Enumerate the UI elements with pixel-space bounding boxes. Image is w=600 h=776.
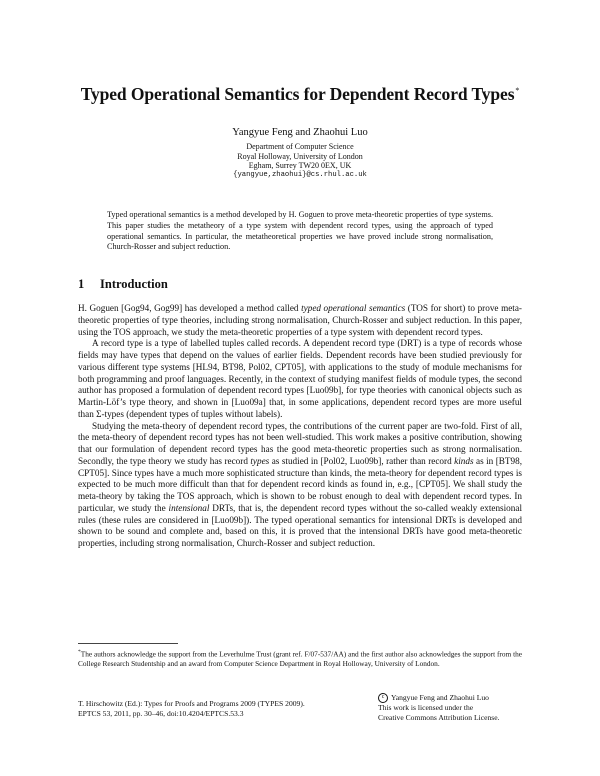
copyright-icon: c [378,693,388,703]
affiliation-dept: Department of Computer Science [246,142,354,151]
footnote [78,648,522,668]
text-run: H. Goguen [Gog94, Gog99] has developed a method called [78,303,302,313]
citation-line-2: EPTCS 53, 2011, pp. 30–46, doi:10.4204/EPTCS.53.3 [78,709,244,719]
citation-block [78,699,305,719]
copyright-holders: Yangyue Feng and Zhaohui Luo [391,693,489,702]
emphasis: types [250,455,270,466]
footnote-divider [78,643,178,644]
footnote-mark: * [78,649,81,655]
citation-line-1: T. Hirschowitz (Ed.): Types for Proofs and Programs 2009 (TYPES 2009). [78,699,305,708]
emphasis: intensional [168,502,210,513]
paper-title [0,84,600,105]
author-names: Yangyue Feng and Zhaohui Luo [232,127,368,138]
author-email: {yangyue,zhaohui}@cs.rhul.ac.uk [233,171,367,179]
copyright-line [378,693,499,703]
abstract: Typed operational semantics is a method developed by H. Goguen to prove meta-theoretic properties of type systems. This paper studies the metatheory of a type system with dependent record types, using the approach of typed operational semantics. In particular, the metatheoretical properties we have proved include strong normalisation, Church-Rosser and subject reduction. [107,210,493,252]
affiliation [0,142,600,171]
license-line-2: This work is licensed under the [378,703,474,713]
license-block [378,693,499,724]
text-run: as studied in [Pol02, Luo09b], rather than record [269,455,455,466]
title-text: Typed Operational Semantics for Dependent Record Types [80,84,515,104]
text-run: as in [BT98, CPT05]. Since types have a much more sophisticated structure than kinds, the meta-theory for dependent record types is expected to be much more difficult than that for dependent record kinds as found in, e.g., [CPT05]. We shall study the meta-theory by taking the TOS approach, which is shown to be robust enough to deal with dependent record types. In particular, we study the [78,455,522,513]
emphasis: typed operational semantics [301,303,406,313]
title-footnote-mark: * [515,86,520,95]
emphasis: kinds [454,455,474,466]
license-line-3: Creative Commons Attribution License. [378,713,500,723]
text-run: (TOS for short) to prove meta-theoretic properties of type theories, including strong normalisation, Church-Rosser and subject reduction. In this paper, using the TOS approach, we study the meta-theoretic properties of a type system with dependent record types. [78,303,522,337]
text-run: Studying the meta-theory of dependent record types, the contributions of the current paper are two-fold. First of all, the meta-theory of dependent record types has not been well-studied. This work makes a positive contribution, showing that our formulation of dependent record types has the good meta-theoretic properties such as strong normalisation. Secondly, the type theory we study has record [78,420,522,466]
paragraph-3 [78,421,522,550]
affiliation-address: Egham, Surrey TW20 0EX, UK [248,161,352,171]
affiliation-university: Royal Holloway, University of London [237,151,363,161]
section-number: 1 [78,277,85,291]
body-text [78,303,522,550]
text-run: DRTs, that is, the dependent record types without the so-called weakly extensional rules (these rules are considered in [Luo09b]). The typed operational semantics for intensional DRTs is developed and shown to be sound and complete and, based on this, it is proved that the intensional DRTs have good meta-theoretic properties, including strong normalisation, Church-Rosser and subject reduction. [78,502,522,548]
paragraph-1 [78,303,522,338]
section-heading [78,277,168,292]
paragraph-2: A record type is a type of labelled tuples called records. A dependent record type (DRT) is a type of records whose fields may have types that depend on the values of earlier fields. Dependent records have been studied previously for various different type systems [HL94, BT98, Pol02, CPT05], with applications to the study of module mechanisms for both programming and proof languages. Recently, in the context of studying manifest fields of module types, the second author has proposed a formulation of dependent record types [Luo09b], for type theories with canonical objects such as Martin-Löf’s type theory, and shown in [Luo09a] that, in some applications, dependent record types are more useful than Σ-types (dependent types of tuples without labels). [78,338,522,419]
footnote-text: The authors acknowledge the support from the Leverhulme Trust (grant ref. F/07-537/AA) and the first author also acknowledges the support from the College Research Studentship and an award from Computer Science Department in Royal Holloway, University of London. [78,649,522,668]
section-title: Introduction [100,277,168,291]
